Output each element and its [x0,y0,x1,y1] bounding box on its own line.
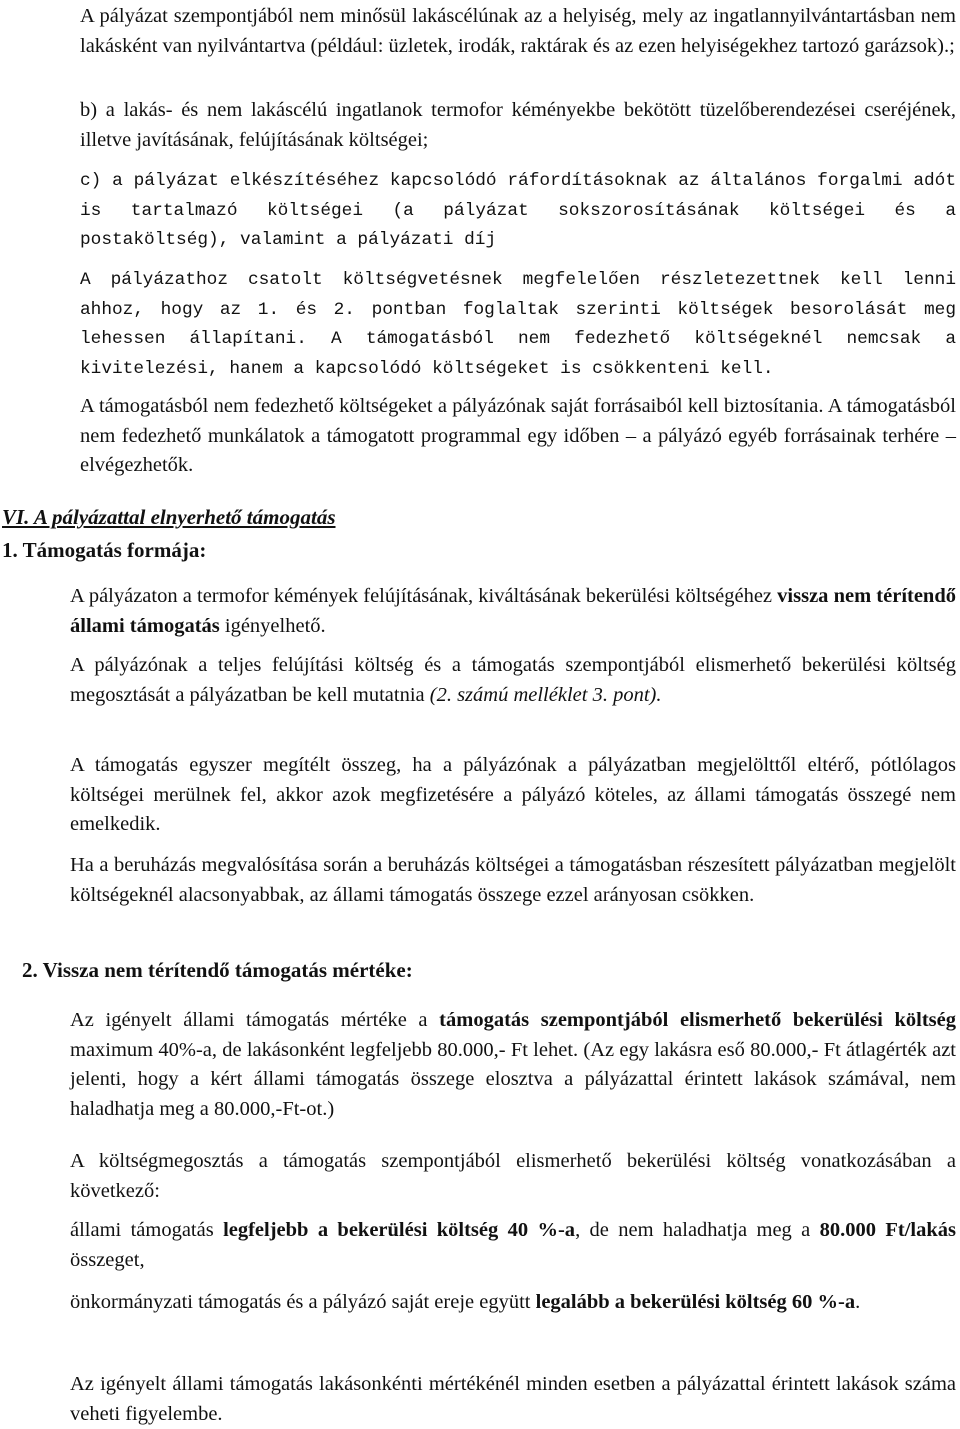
text-segment: , de nem haladhatja meg a [575,1219,820,1241]
emphasis-per-flat: 80.000 Ft/lakás [819,1219,956,1241]
paragraph-municipal-support [70,1288,956,1318]
text-segment: A pályázónak a teljes felújítási költség és a támogatás szempontjából elismerhető bekerülési költség megosztását a pályázatban be kell mutatnia [70,654,956,706]
annex-reference: (2. számú melléklet 3. pont). [429,683,662,706]
emphasis-min-60: legalább a bekerülési költség 60 %-a [535,1291,856,1313]
emphasis-non-refundable: vissza nem térítendő állami támogatás [70,585,956,637]
text-segment: Az igényelt állami támogatás mértéke a [70,1009,440,1031]
text-segment: összeget, [70,1248,145,1271]
paragraph-cost-distribution: A költségmegosztás a támogatás szempontjából elismerhető bekerülési költség vonatkozásában a következő: [70,1150,956,1202]
budget-note-text: A pályázathoz csatolt költségvetésnek megfelelően részletezettnek kell lenni ahhoz, hogy az 1. és 2. pontban foglaltak szerinti költségek besorolását meg lehessen állapítani. A támogatásból nem fedezhető költségeknél nemcsak a kivitelezési, hanem a kapcsolódó költségeket is csökkenteni kell. [80,270,956,379]
text-segment: . [855,1291,861,1313]
paragraph-flat-count: Az igényelt állami támogatás lakásonkénti mértékénél minden esetben a pályázattal érintett lakások száma veheti figyelembe. [70,1373,956,1425]
paragraph-support-form [70,582,956,641]
paragraph-budget-note [80,266,956,384]
text-segment: A pályázaton a termofor kémények felújításának, kiváltásának bekerülési költségéhez [70,585,778,607]
heading-support-rate: 2. Vissza nem térítendő támogatás mértéke: [22,958,413,982]
section-title: VI. A pályázattal elnyerhető támogatás [2,505,336,529]
emphasis-eligible-cost: támogatás szempontjából elismerhető bekerülési költség [439,1009,956,1031]
paragraph-own-resources: A támogatásból nem fedezhető költségeket a pályázónak saját forrásaiból kell biztosítania. A támogatásból nem fedezhető munkálatok a támogatott programmal egy időben – a pályázó egyéb forrásainak terhére – elvégezhetők. [80,395,956,476]
paragraph-item-b: b) a lakás- és nem lakáscélú ingatlanok termofor kéményekbe bekötött tüzelőberendezései cseréjének, illetve javításának, felújításának költségei; [80,99,956,151]
paragraph-cost-split [70,651,956,710]
paragraph-state-support [70,1216,956,1275]
paragraph-support-rate [70,1006,956,1124]
heading-support-form: 1. Támogatás formája: [2,538,207,562]
paragraph-item-c: c) a pályázat elkészítéséhez kapcsolódó ráfordításoknak az általános forgalmi adót is tartalmazó költségei (a pályázat sokszorosításának költségei és a postaköltség), valamint a pályázati díj [80,171,956,250]
text-segment: igényelhető. [219,614,326,637]
paragraph-fixed-amount: A támogatás egyszer megítélt összeg, ha a pályázónak a pályázatban megjelölttől eltérő, pótlólagos költségei merülnek fel, akkor azok megfizetésére a pályázó köteles, az állami támogatás összegé nem emelkedik. [70,754,956,835]
text-segment: állami támogatás [70,1219,224,1241]
text-segment: önkormányzati támogatás és a pályázó saját ereje együtt [70,1291,536,1313]
paragraph-cost-reduction: Ha a beruházás megvalósítása során a beruházás költségei a támogatásban részesített pályázatban megjelölt költségeknél alacsonyabbak, az állami támogatás összege ezzel arányosan csökken. [70,854,956,906]
text-segment: maximum 40%-a, de lakásonként legfeljebb 80.000,- Ft lehet. (Az egy lakásra eső 80.000,- Ft átlagérték azt jelenti, hogy a kért állami támogatás összege elosztva a pályázattal érintett lakások számával, nem haladhatja meg a 80.000,-Ft-ot.) [70,1038,956,1120]
emphasis-max-40: legfeljebb a bekerülési költség 40 %-a [223,1219,576,1241]
paragraph-non-residential: A pályázat szempontjából nem minősül lakáscélúnak az a helyiség, mely az ingatlannyilvántartásban nem lakásként van nyilvántartva (például: üzletek, irodák, raktárak és az ezen helyiségekhez tartozó garázsok).; [80,5,956,57]
